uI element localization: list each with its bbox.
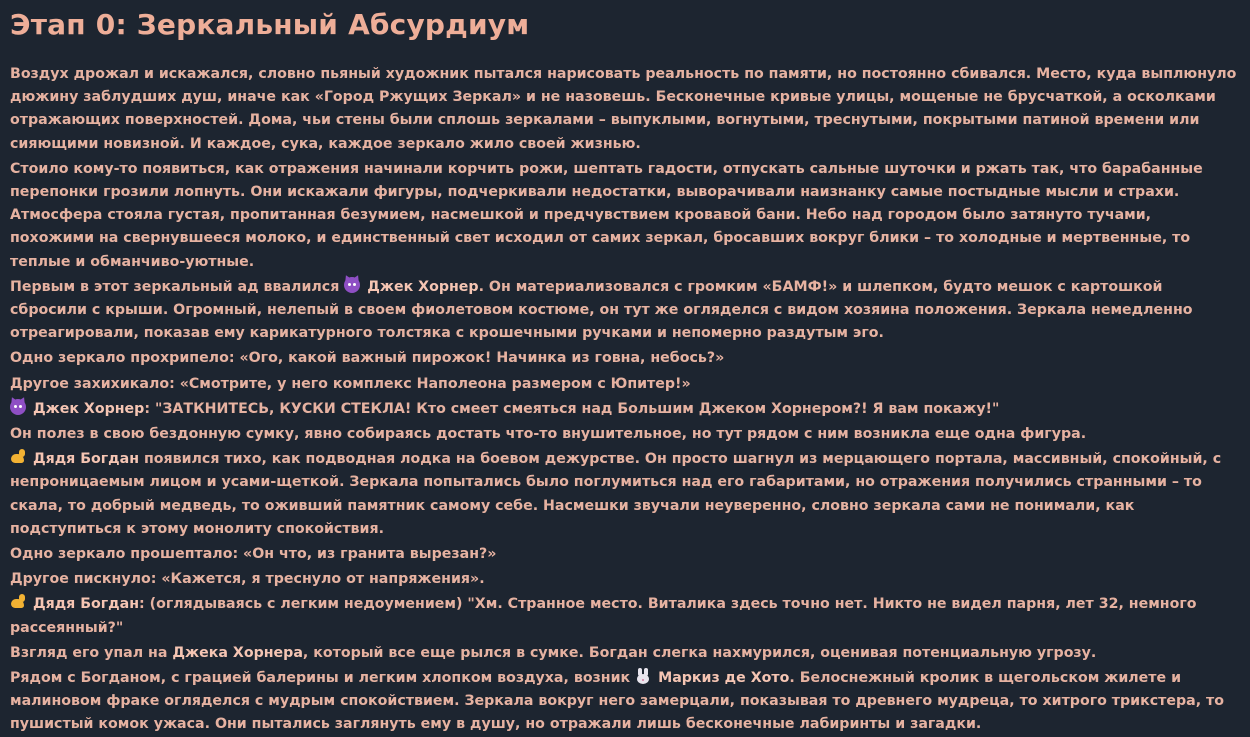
character-name: Дядя Богдан: [32, 451, 140, 468]
story-paragraph: [10, 398, 1240, 421]
story-paragraph: [10, 667, 1240, 737]
paragraph-text: Одно зеркало прохрипело: «Ого, какой важный пирожок! Начинка из говна, небось?»: [10, 350, 725, 367]
paragraph-text: Другое захихикало: «Смотрите, у него комплекс Наполеона размером с Юпитер!»: [10, 375, 691, 392]
character-name: Джек Хорнер: [32, 400, 145, 417]
muscle-icon: [10, 594, 26, 610]
paragraph-text: Первым в этот зеркальный ад ввалился: [10, 278, 345, 295]
story-paragraph: [10, 543, 1240, 566]
paragraph-text: : "ЗАТКНИТЕСЬ, КУСКИ СТЕКЛА! Кто смеет смеяться над Большим Джеком Хорнером?! Я вам покажу!": [144, 400, 1000, 417]
character-name: Маркиз де Хото: [658, 670, 790, 687]
paragraph-text: Он полез в свою бездонную сумку, явно собираясь достать что-то внушительное, но тут рядом с ним возникла еще одна фигура.: [10, 426, 1087, 443]
story-paragraph: [10, 63, 1240, 156]
character-name: Джека Хорнера: [172, 644, 303, 661]
character-name: Дядя Богдан: [32, 596, 140, 613]
character-name: Джек Хорнер: [367, 278, 479, 295]
paragraph-text: . Он материализовался с громким «БАМФ!» и шлепком, будто мешок с картошкой сбросили с крыши. Огромный, нелепый в своем фиолетовом костюме, он тут же огляделся с видом хозяина положения. Зеркала немедленно отреагировали, показав ему карикатурного толстяка с крошечными ручками и непомерно раздутым эго.: [10, 278, 1193, 342]
story-paragraph: [10, 448, 1240, 541]
story-paragraph: [10, 158, 1240, 274]
story-paragraph: [10, 593, 1240, 639]
story-paragraph: [10, 373, 1240, 396]
paragraph-text: , который все еще рылся в сумке. Богдан слегка нахмурился, оценивая потенциальную угрозу.: [302, 644, 1097, 661]
story-paragraph: [10, 568, 1240, 591]
paragraph-text: Другое пискнуло: «Кажется, я треснуло от напряжения».: [10, 571, 485, 588]
story-paragraph: [10, 423, 1240, 446]
paragraph-text: появился тихо, как подводная лодка на боевом дежурстве. Он просто шагнул из мерцающего портала, массивный, спокойный, с непроницаемым лицом и усами-щеткой. Зеркала попытались было поглумиться над его габаритами, но отражения получились странными – то скала, то добрый медведь, то оживший памятник самому себе. Насмешки звучали неуверенно, словно зеркала сами не понимали, как подступиться к этому монолиту спокойствия.: [10, 451, 1222, 537]
imp-icon: [10, 399, 26, 415]
paragraph-text: Одно зеркало прошептало: «Он что, из гранита вырезан?»: [10, 546, 497, 563]
paragraph-text: Взгляд его упал на: [10, 644, 173, 661]
rabbit-icon: [635, 668, 651, 684]
story-paragraph: [10, 642, 1240, 665]
story-paragraph: [10, 347, 1240, 370]
paragraph-text: Воздух дрожал и искажался, словно пьяный художник пытался нарисовать реальность по памяти, но постоянно сбивался. Место, куда выплюнуло дюжину заблудших душ, иначе как «Город Ржущих Зеркал» и не назовешь. Бесконечные кривые улицы, мощеные не брусчаткой, а осколками отражающих поверхностей. Дома, чьи стены были сплошь зеркалами – выпуклыми, вогнутыми, треснутыми, покрытыми патиной времени или сияющими новизной. И каждое, сука, каждое зеркало жило своей жизнью.: [10, 66, 1237, 152]
page-title: Этап 0: Зеркальный Абсурдиум: [10, 8, 530, 41]
paragraph-text: : (оглядываясь с легким недоумением) "Хм. Странное место. Виталика здесь точно нет. Никто не видел парня, лет 32, немного рассеянный?": [10, 596, 1197, 636]
imp-icon: [344, 277, 360, 293]
paragraph-text: Рядом с Богданом, с грацией балерины и легким хлопком воздуха, возник: [10, 670, 636, 687]
muscle-icon: [10, 449, 26, 465]
paragraph-text: Стоило кому-то появиться, как отражения начинали корчить рожи, шептать гадости, отпускать сальные шуточки и ржать так, что барабанные перепонки грозили лопнуть. Они искажали фигуры, подчеркивали недостатки, выворачивали наизнанку самые постыдные мысли и страхи. Атмосфера стояла густая, пропитанная безумием, насмешкой и предчувствием кровавой бани. Небо над городом было затянуто тучами, похожими на свернувшееся молоко, и единственный свет исходил от самих зеркал, бросавших вокруг блики – то холодные и мертвенные, то теплые и обманчиво-уютные.: [10, 160, 1203, 270]
story-body: [10, 63, 1240, 737]
paragraph-text: . Белоснежный кролик в щегольском жилете и малиновом фраке огляделся с мудрым спокойствием. Зеркала вокруг него замерцали, показывая то древнего мудреца, то хитрого трикстера, то пушистый комок ужаса. Они пытались заглянуть ему в душу, но отражали лишь бесконечные лабиринты и загадки.: [10, 670, 1225, 733]
story-paragraph: [10, 276, 1240, 346]
